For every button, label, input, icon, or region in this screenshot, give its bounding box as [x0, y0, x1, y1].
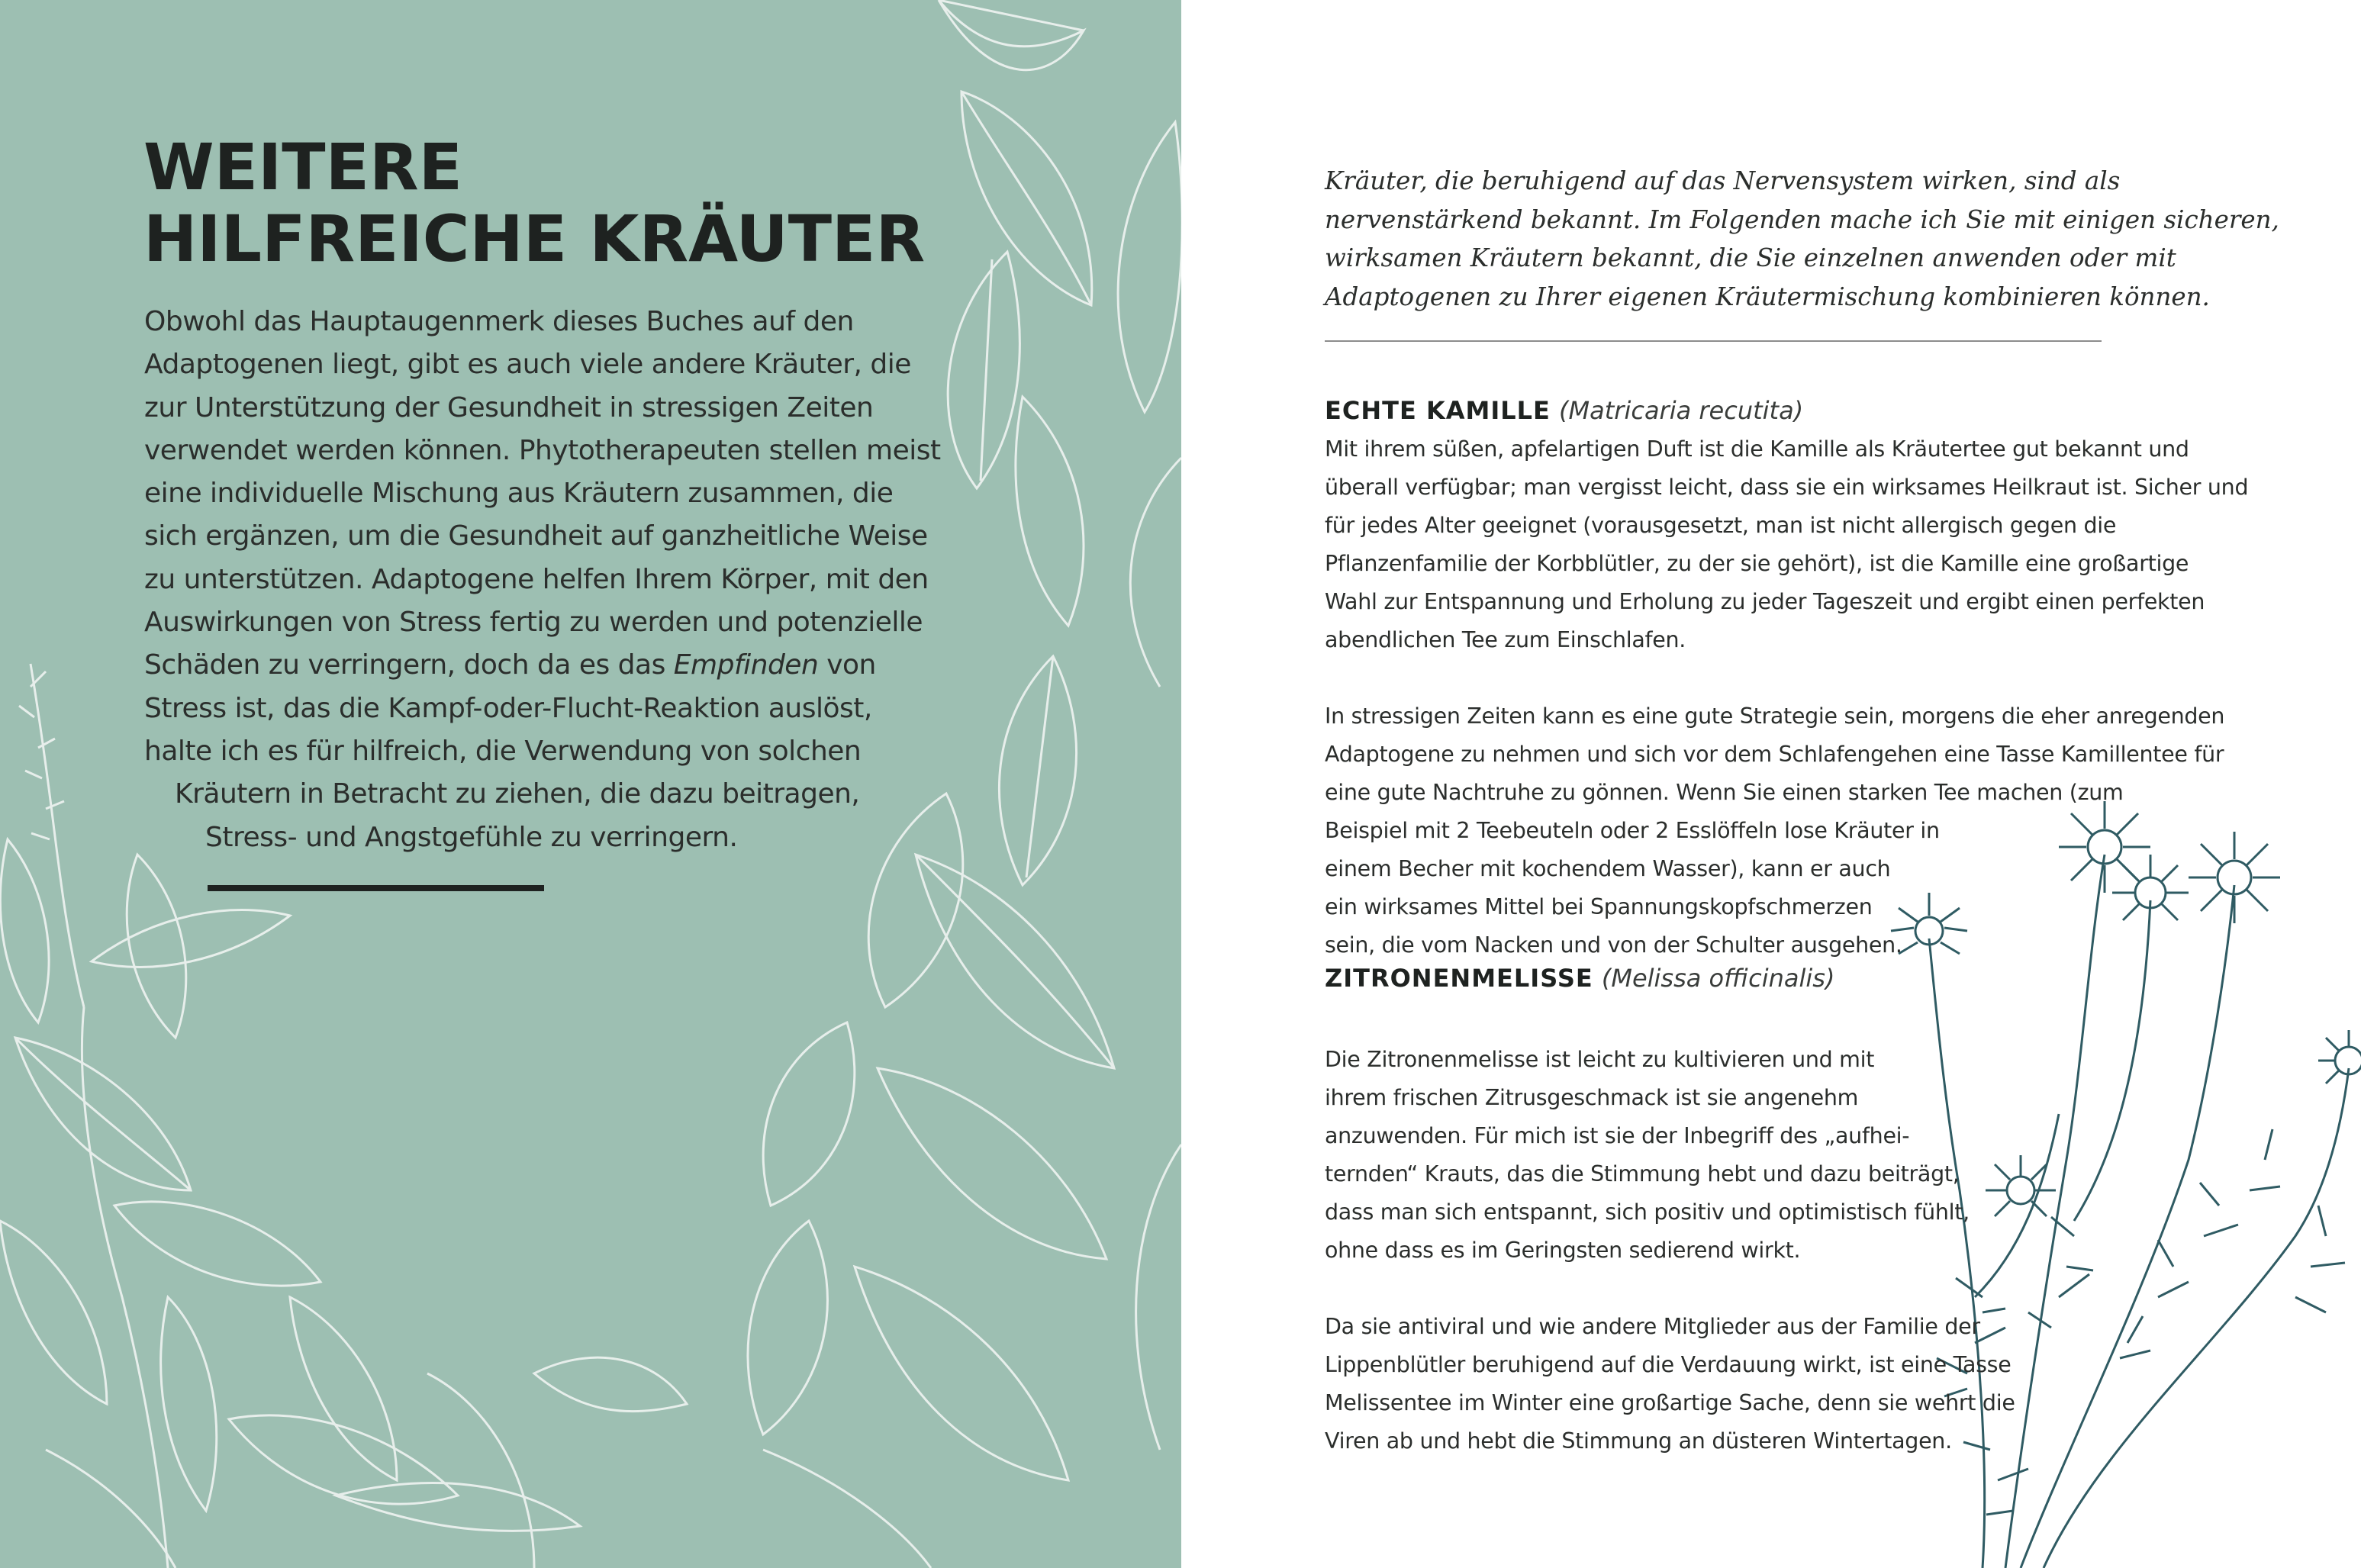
- title-line-1: WEITERE: [143, 130, 463, 204]
- intro-paragraph: [144, 301, 941, 859]
- body-line: Beispiel mit 2 Teebeuteln oder 2 Esslöffeln lose Kräuter in: [1325, 818, 1940, 843]
- intro-text: Schäden zu verringern, doch da es das: [144, 649, 674, 681]
- lead-line: Adaptogenen zu Ihrer eigenen Kräutermischung kombinieren können.: [1325, 282, 2210, 311]
- kamille-latin: (Matricaria recutita): [1559, 396, 1804, 425]
- intro-line: Stress- und Angstgefühle zu verringern.: [205, 821, 738, 853]
- body-line: sein, die vom Nacken und von der Schulter ausgehen.: [1325, 932, 1902, 958]
- melisse-latin: (Melissa officinalis): [1601, 964, 1835, 993]
- intro-line: Stress ist, das die Kampf-oder-Flucht-Reaktion auslöst,: [144, 692, 872, 724]
- body-line: Wahl zur Entspannung und Erholung zu jeder Tageszeit und ergibt einen perfekten: [1325, 589, 2205, 614]
- intro-text: von: [818, 649, 876, 681]
- body-line: Die Zitronenmelisse ist leicht zu kultivieren und mit: [1325, 1047, 1875, 1072]
- body-line: anzuwenden. Für mich ist sie der Inbegriff des „aufhei-: [1325, 1123, 1910, 1148]
- kamille-paragraph-1: [1325, 430, 2248, 659]
- page-title: [143, 131, 925, 275]
- intro-line: zur Unterstützung der Gesundheit in stressigen Zeiten: [144, 391, 874, 423]
- body-line: überall verfügbar; man vergisst leicht, dass sie ein wirksames Heilkraut ist. Sicher und: [1325, 475, 2249, 500]
- intro-line: Auswirkungen von Stress fertig zu werden und potenzielle: [144, 607, 923, 639]
- kamille-paragraph-2: [1325, 697, 2224, 964]
- lead-paragraph: [1325, 162, 2279, 316]
- kamille-heading: [1325, 394, 1803, 427]
- body-line: Da sie antiviral und wie andere Mitglieder aus der Familie der: [1325, 1314, 1980, 1339]
- melisse-heading: [1325, 961, 1834, 995]
- body-line: Melissentee im Winter eine großartige Sache, denn sie wehrt die: [1325, 1390, 2015, 1415]
- body-line: Lippenblütler beruhigend auf die Verdauung wirkt, ist eine Tasse: [1325, 1352, 2012, 1377]
- intro-emphasis: Empfinden: [673, 649, 819, 681]
- intro-line: sich ergänzen, um die Gesundheit auf ganzheitliche Weise: [144, 520, 928, 552]
- intro-line: zu unterstützen. Adaptogene helfen Ihrem Körper, mit den: [144, 563, 929, 595]
- intro-line: Kräutern in Betracht zu ziehen, die dazu beitragen,: [175, 778, 860, 810]
- lead-line: nervenstärkend bekannt. Im Folgenden mache ich Sie mit einigen sicheren,: [1325, 204, 2279, 234]
- lead-line: wirksamen Kräutern bekannt, die Sie einzelnen anwenden oder mit: [1325, 243, 2176, 272]
- body-line: Viren ab und hebt die Stimmung an düsteren Wintertagen.: [1325, 1428, 1952, 1454]
- kamille-name: ECHTE KAMILLE: [1325, 396, 1551, 425]
- melisse-name: ZITRONENMELISSE: [1325, 964, 1593, 993]
- body-line: einem Becher mit kochendem Wasser), kann er auch: [1325, 856, 1891, 881]
- intro-line: [144, 644, 938, 687]
- body-line: Pflanzenfamilie der Korbblütler, zu der sie gehört), ist die Kamille eine großartige: [1325, 551, 2189, 576]
- intro-line: verwendet werden können. Phytotherapeuten stellen meist: [144, 434, 941, 466]
- body-line: Adaptogene zu nehmen und sich vor dem Schlafengehen eine Tasse Kamillentee für: [1325, 742, 2224, 767]
- title-line-2: HILFREICHE KRÄUTER: [143, 201, 926, 276]
- intro-line: halte ich es für hilfreich, die Verwendung von solchen: [144, 735, 862, 767]
- body-line: Mit ihrem süßen, apfelartigen Duft ist die Kamille als Kräutertee gut bekannt und: [1325, 436, 2189, 462]
- melisse-paragraph-1: [1325, 1041, 1970, 1270]
- intro-line: Obwohl das Hauptaugenmerk dieses Buches auf den: [144, 306, 854, 337]
- body-line: ihrem frischen Zitrusgeschmack ist sie angenehm: [1325, 1085, 1859, 1110]
- body-line: für jedes Alter geeignet (vorausgesetzt, man ist nicht allergisch gegen die: [1325, 513, 2117, 538]
- intro-line: Adaptogenen liegt, gibt es auch viele andere Kräuter, die: [144, 349, 911, 381]
- body-line: ternden“ Krauts, das die Stimmung hebt und dazu beiträgt,: [1325, 1161, 1960, 1186]
- body-line: In stressigen Zeiten kann es eine gute Strategie sein, morgens die eher anregenden: [1325, 704, 2225, 729]
- lead-divider: [1325, 340, 2102, 342]
- lead-line: Kräuter, die beruhigend auf das Nervensystem wirken, sind als: [1325, 166, 2121, 195]
- melisse-paragraph-2: [1325, 1308, 2015, 1460]
- body-line: ohne dass es im Geringsten sedierend wirkt.: [1325, 1238, 1801, 1263]
- body-line: ein wirksames Mittel bei Spannungskopfschmerzen: [1325, 894, 1873, 919]
- body-line: abendlichen Tee zum Einschlafen.: [1325, 627, 1686, 652]
- title-divider: [208, 885, 544, 891]
- body-line: dass man sich entspannt, sich positiv und optimistisch fühlt,: [1325, 1199, 1970, 1225]
- body-line: eine gute Nachtruhe zu gönnen. Wenn Sie einen starken Tee machen (zum: [1325, 780, 2124, 805]
- intro-line: eine individuelle Mischung aus Kräutern zusammen, die: [144, 478, 894, 510]
